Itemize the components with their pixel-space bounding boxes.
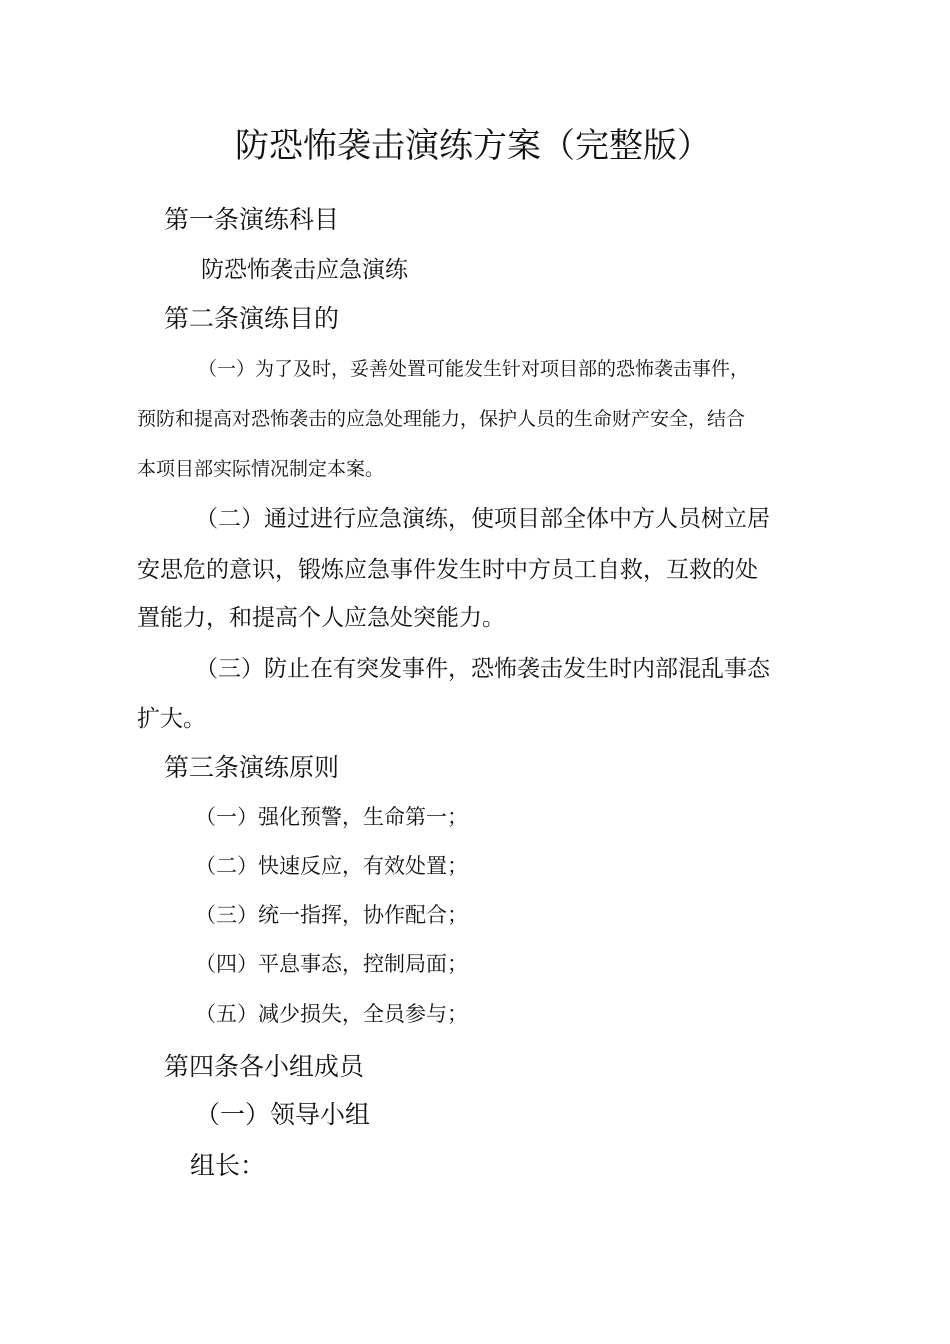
principle-item: （五）减少损失，全员参与； (195, 1002, 468, 1026)
section-1-item: 防恐怖袭击应急演练 (201, 257, 408, 283)
section-2-paragraph-3-line-1: （三）防止在有突发事件，恐怖袭击发生时内部混乱事态 (195, 656, 770, 682)
section-2-paragraph-1-line-1: （一）为了及时，妥善处置可能发生针对项目部的恐怖袭击事件， (198, 358, 750, 380)
principle-item: （一）强化预警，生命第一； (195, 805, 468, 829)
principle-item: （四）平息事态，控制局面； (195, 952, 468, 976)
document-title: 防恐怖袭击演练方案（完整版） (235, 126, 711, 166)
section-2-paragraph-2-line-1: （二）通过进行应急演练，使项目部全体中方人员树立居 (195, 506, 770, 532)
section-2-paragraph-2-line-2: 安思危的意识，锻炼应急事件发生时中方员工自救，互救的处 (137, 557, 758, 583)
section-2-paragraph-1-line-2: 预防和提高对恐怖袭击的应急处理能力，保护人员的生命财产安全，结合 (137, 408, 746, 430)
section-heading-4: 第四条各小组成员 (164, 1052, 365, 1081)
section-2-paragraph-1-line-3: 本项目部实际情况制定本案。 (137, 458, 385, 480)
section-2-paragraph-3-line-2: 扩大。 (137, 706, 206, 732)
section-heading-1: 第一条演练科目 (164, 205, 340, 234)
principle-item: （三）统一指挥，协作配合； (195, 903, 468, 927)
section-2-paragraph-2-line-3: 置能力，和提高个人应急处突能力。 (137, 605, 505, 631)
principle-item: （二）快速反应，有效处置； (195, 854, 468, 878)
section-heading-3: 第三条演练原则 (164, 753, 340, 782)
group-leader-label: 组长： (190, 1151, 266, 1180)
section-heading-2: 第二条演练目的 (164, 304, 340, 333)
section-4-subheading-1: （一）领导小组 (195, 1100, 371, 1129)
